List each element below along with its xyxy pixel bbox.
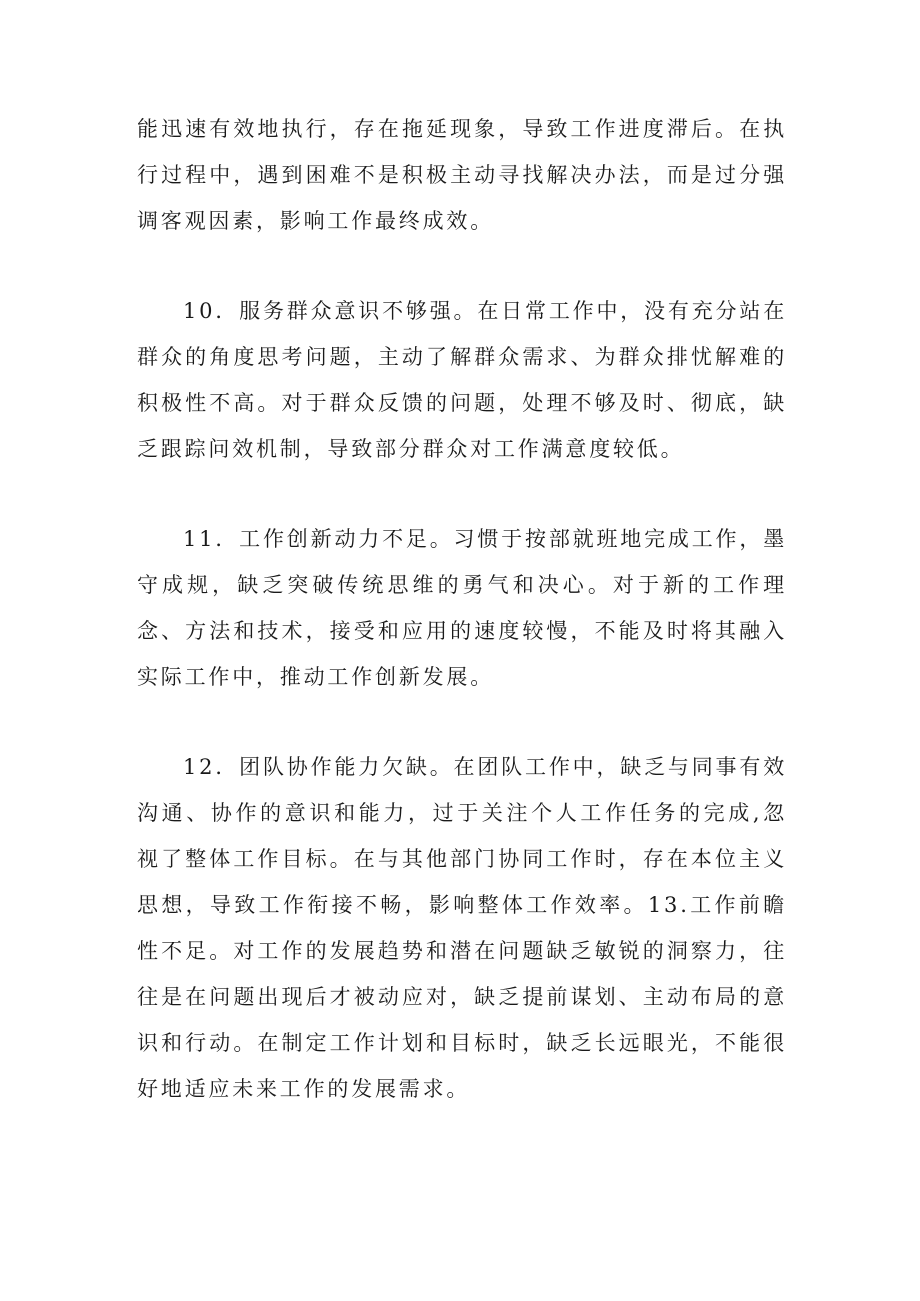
paragraph-item-11: 11．工作创新动力不足。习惯于按部就班地完成工作，墨守成规，缺乏突破传统思维的勇气和决心。对于新的工作理念、方法和技术，接受和应用的速度较慢，不能及时将其融入实际工作中，推动工作创新发展。 [137,527,787,689]
document-body [137,106,787,1112]
paragraph-gap [137,244,787,288]
paragraph-gap [137,472,787,516]
paragraph-item-12: 12．团队协作能力欠缺。在团队工作中，缺乏与同事有效沟通、协作的意识和能力，过于关注个人工作任务的完成,忽视了整体工作目标。在与其他部门协同工作时，存在本位主义思想，导致工作衔接不畅，影响整体工作效率。13.工作前瞻性不足。对工作的发展趋势和潜在问题缺乏敏锐的洞察力，往往是在问题出现后才被动应对，缺乏提前谋划、主动布局的意识和行动。在制定工作计划和目标时，缺乏长远眼光，不能很好地适应未来工作的发展需求。 [137,755,787,1101]
paragraph-continuation: 能迅速有效地执行，存在拖延现象，导致工作进度滞后。在执行过程中，遇到困难不是积极主动寻找解决办法，而是过分强调客观因素，影响工作最终成效。 [137,117,787,233]
paragraph-item-10: 10．服务群众意识不够强。在日常工作中，没有充分站在群众的角度思考问题，主动了解群众需求、为群众排忧解难的积极性不高。对于群众反馈的问题，处理不够及时、彻底，缺乏跟踪问效机制，导致部分群众对工作满意度较低。 [137,299,787,461]
paragraph-gap [137,700,787,744]
